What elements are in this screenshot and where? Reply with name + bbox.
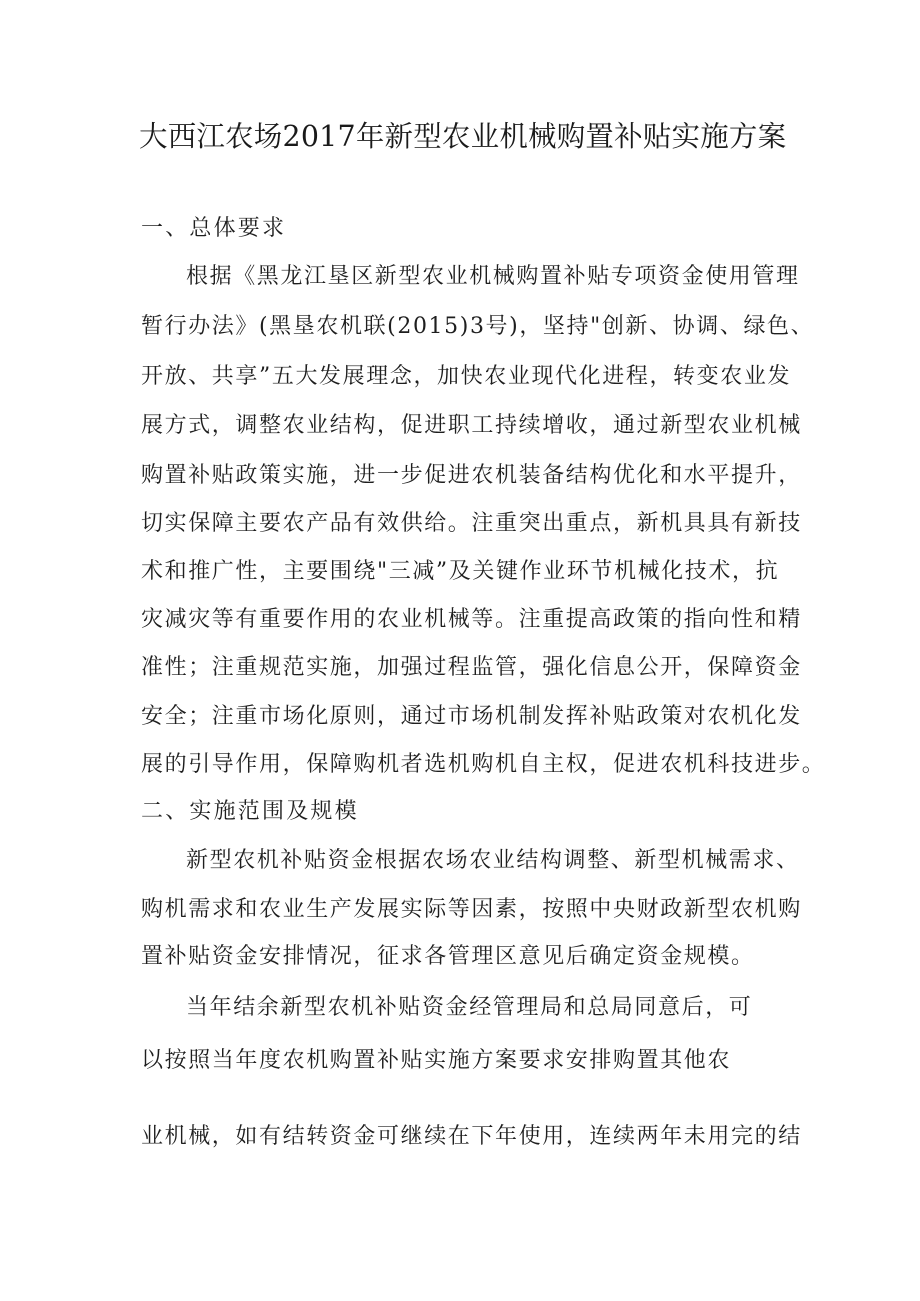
paragraph-line: 购置补贴政策实施，进一步促进农机装备结构优化和水平提升， [141,463,802,488]
paragraph-line: 业机械，如有结转资金可继续在下年使用，连续两年未用完的结 [141,1124,802,1149]
paragraph-line: 准性；注重规范实施，加强过程监管，强化信息公开，保障资金 [141,655,802,680]
paragraph-line: 开放、共享”五大发展理念，加快农业现代化进程，转变农业发 [141,364,792,389]
paragraph-line: 置补贴资金安排情况，征求各管理区意见后确定资金规模。 [141,944,755,969]
paragraph-line: 暂行办法》(黑垦农机联(2015)3号)，坚持"创新、协调、绿色、 [141,314,815,339]
paragraph-line: 展的引导作用，保障购机者选机购机自主权，促进农机科技进步。 [141,752,826,777]
section-heading-scope-and-scale: 二、实施范围及规模 [141,799,359,824]
paragraph-line: 灾减灾等有重要作用的农业机械等。注重提高政策的指向性和精 [141,607,802,632]
paragraph-line: 当年结余新型农机补贴资金经管理局和总局同意后，可 [186,995,753,1020]
paragraph-line: 根据《黑龙江垦区新型农业机械购置补贴专项资金使用管理 [186,264,800,289]
paragraph-line: 切实保障主要农产品有效供给。注重突出重点，新机具具有新技 [141,511,802,536]
paragraph-line: 购机需求和农业生产发展实际等因素，按照中央财政新型农机购 [141,897,802,922]
paragraph-line: 安全；注重市场化原则，通过市场机制发挥补贴政策对农机化发 [141,704,802,729]
document-title: 大西江农场2017年新型农业机械购置补贴实施方案 [139,120,787,153]
paragraph-line: 新型农机补贴资金根据农场农业结构调整、新型机械需求、 [186,848,800,873]
paragraph-line: 展方式，调整农业结构，促进职工持续增收，通过新型农业机械 [141,413,802,438]
paragraph-line: 术和推广性，主要围绕"三减”及关键作业环节机械化技术，抗 [141,559,780,584]
paragraph-line: 以按照当年度农机购置补贴实施方案要求安排购置其他农 [141,1048,732,1073]
section-heading-general-requirements: 一、总体要求 [141,216,287,241]
